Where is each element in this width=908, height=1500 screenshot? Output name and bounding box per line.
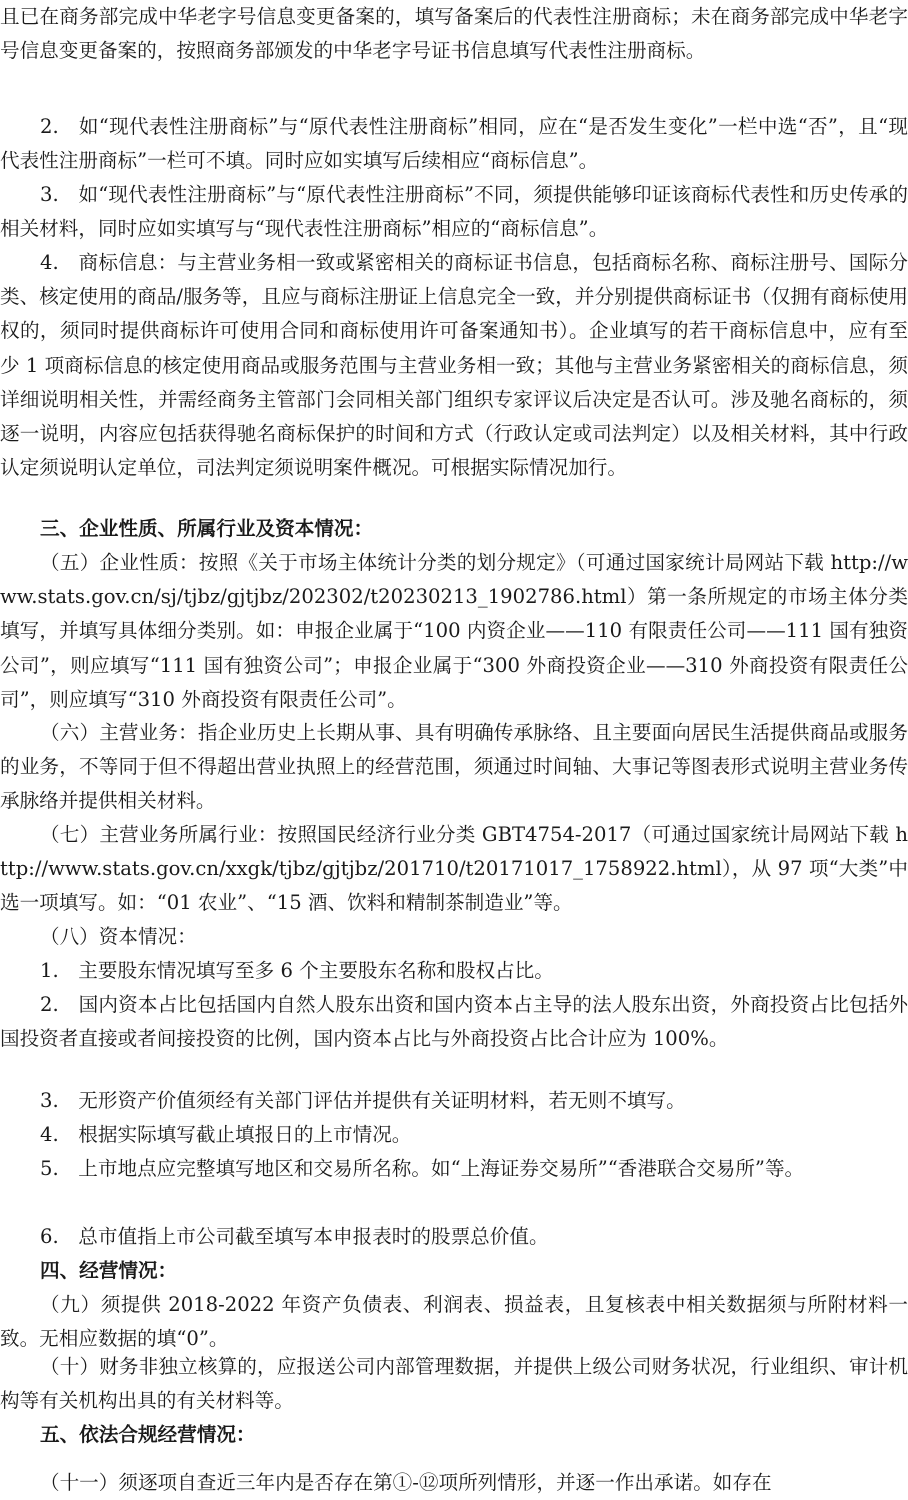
para-item-9: （九）须提供 2018-2022 年资产负债表、利润表、损益表，且复核表中相关数据须与所附材料一致。无相应数据的填“0”。 [0,1293,908,1351]
para-capital-6: 6. 总市值指上市公司截至填写本申报表时的股票总价值。 [40,1225,549,1248]
para-item-10: （十）财务非独立核算的，应报送公司内部管理数据，并提供上级公司财务状况，行业组织、审计机构等有关机构出具的有关材料等。 [0,1355,908,1413]
para-capital-2: 2. 国内资本占比包括国内自然人股东出资和国内资本占主导的法人股东出资，外商投资占比包括外国投资者直接或者间接投资的比例，国内资本占比与外商投资占比合计应为 100%。 [0,993,908,1051]
para-item-11: （十一）须逐项自查近三年内是否存在第①-⑫项所列情形，并逐一作出承诺。如存在 [40,1471,772,1494]
heading-section-3: 三、企业性质、所属行业及资本情况： [40,517,374,540]
para-trademark-note-4: 4. 商标信息：与主营业务相一致或紧密相关的商标证书信息，包括商标名称、商标注册号、国际分类、核定使用的商品/服务等，且应与商标注册证上信息完全一致，并分别提供商标证书（仅拥有商标使用权的，须同时提供商标许可使用合同和商标使用许可备案通知书）。企业填写的若干商标信息中，应有至少 1 项商标信息的核定使用商品或服务范围与主营业务相一致；其他与主营业务紧密相关的商标信息，须详细说明相关性，并需经商务主管部门会同相关部门组织专家评议后决定是否认可。涉及驰名商标的，须逐一说明，内容应包括获得驰名商标保护的时间和方式（行政认定或司法判定）以及相关材料，其中行政认定须说明认定单位，司法判定须说明案件概况。可根据实际情况加行。 [0,251,908,480]
para-trademark-note-3: 3. 如“现代表性注册商标”与“原代表性注册商标”不同，须提供能够印证该商标代表性和历史传承的相关材料，同时应如实填写与“现代表性注册商标”相应的“商标信息”。 [0,183,908,241]
heading-section-4: 四、经营情况： [40,1259,178,1282]
para-item-5: （五）企业性质：按照《关于市场主体统计分类的划分规定》（可通过国家统计局网站下载 http://www.stats.gov.cn/sj/tjbz/gjtjbz/202302/t20230213_1902786.html）第一条所规定的市场主体分类填写，并填写具体细分类别。如：申报企业属于“100 内资企业——110 有限责任公司——111 国有独资公司”，则应填写“111 国有独资公司”；申报企业属于“300 外商投资企业——310 外商投资有限责任公司”，则应填写“310 外商投资有限责任公司”。 [0,551,908,711]
para-capital-1: 1. 主要股东情况填写至多 6 个主要股东名称和股权占比。 [40,959,554,982]
para-trademark-note-1: 且已在商务部完成中华老字号信息变更备案的，填写备案后的代表性注册商标；未在商务部完成中华老字号信息变更备案的，按照商务部颁发的中华老字号证书信息填写代表性注册商标。 [0,5,908,63]
para-capital-4: 4. 根据实际填写截止填报日的上市情况。 [40,1123,412,1146]
para-item-8: （八）资本情况： [40,925,197,948]
heading-section-5: 五、依法合规经营情况： [40,1423,256,1446]
para-item-7: （七）主营业务所属行业：按照国民经济行业分类 GBT4754-2017（可通过国家统计局网站下载 http://www.stats.gov.cn/xxgk/tjbz/gjtjbz/201710/t20171017_1758922.html），从 97 项“大类”中选一项填写。如：“01 农业”、“15 酒、饮料和精制茶制造业”等。 [0,823,908,915]
para-item-6: （六）主营业务：指企业历史上长期从事、具有明确传承脉络、且主要面向居民生活提供商品或服务的业务，不等同于但不得超出营业执照上的经营范围，须通过时间轴、大事记等图表形式说明主营业务传承脉络并提供相关材料。 [0,721,908,813]
para-capital-3: 3. 无形资产价值须经有关部门评估并提供有关证明材料，若无则不填写。 [40,1089,686,1112]
para-trademark-note-2: 2. 如“现代表性注册商标”与“原代表性注册商标”相同，应在“是否发生变化”一栏中选“否”，且“现代表性注册商标”一栏可不填。同时应如实填写后续相应“商标信息”。 [0,115,908,173]
para-capital-5: 5. 上市地点应完整填写地区和交易所名称。如“上海证券交易所”“香港联合交易所”等。 [40,1157,805,1180]
